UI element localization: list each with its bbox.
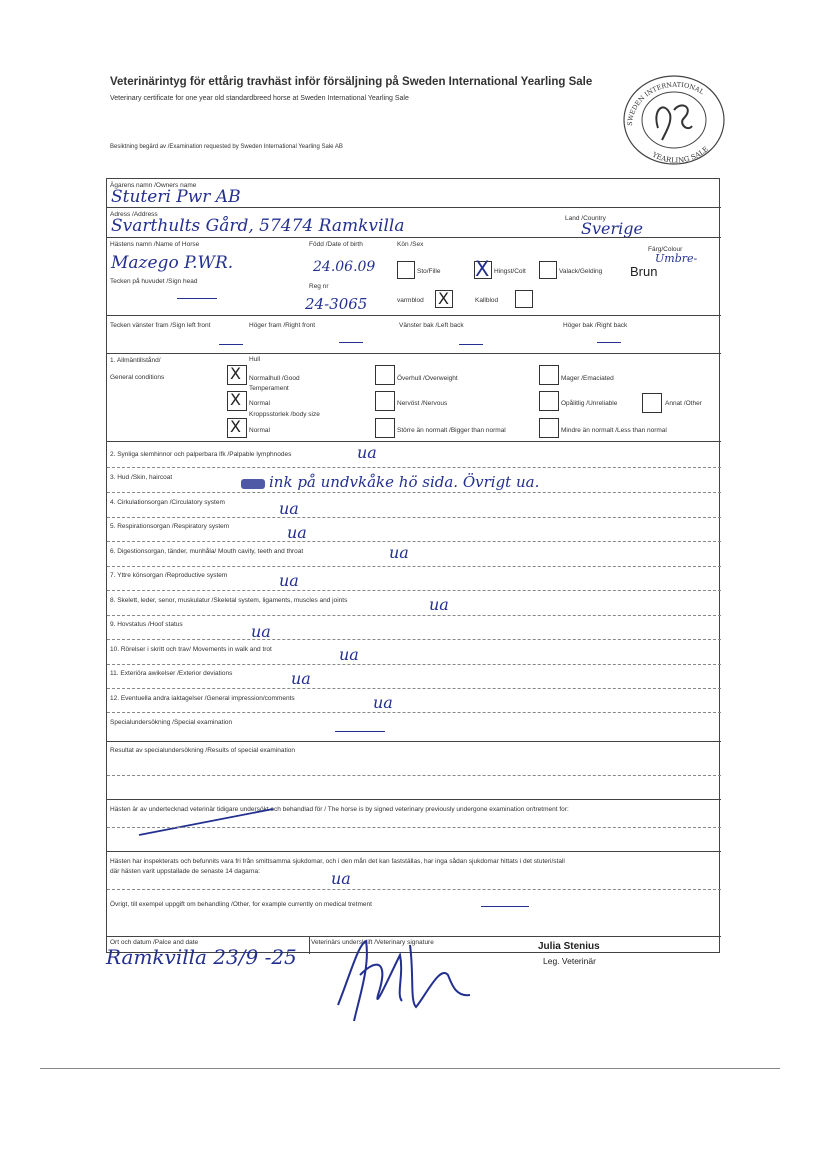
condition-temperament-title: Temperament xyxy=(249,385,289,392)
color-value[interactable]: Brun xyxy=(630,264,658,279)
svg-text:SWEDEN INTERNATIONAL: SWEDEN INTERNATIONAL xyxy=(625,80,706,127)
item-lymphnodes-answer[interactable]: ua xyxy=(357,443,377,462)
item-hoof-answer[interactable]: ua xyxy=(251,622,271,641)
item-movements-label: 10. Rörelser i skritt och trav/ Movements in walk and trot xyxy=(110,646,272,653)
item-reproductive-label: 7. Yttre könsorgan /Reproductive system xyxy=(110,572,228,579)
breed-warmblood-check-mark: X xyxy=(438,289,449,308)
item-exterior-answer[interactable]: ua xyxy=(291,669,311,688)
item-skin-label: 3. Hud /Skin, haircoat xyxy=(110,474,173,481)
sex-gelding-checkbox[interactable] xyxy=(539,261,557,279)
dob-value[interactable]: 24.06.09 xyxy=(313,259,376,275)
vet-signature-label: Veterinärs underskrift /Veterinary signature xyxy=(311,939,434,946)
inspected-text-line2: där hästen varit uppstallade de senaste 14 dagarna: xyxy=(110,868,260,875)
item-skeletal-label: 8. Skelett, leder, senor, muskulatur /Skeletal system, ligaments, muscles and joints xyxy=(110,597,348,604)
item-skin-scribble xyxy=(241,479,265,489)
temperament-unreliable-checkbox[interactable] xyxy=(539,391,559,411)
hull-emaciated-checkbox[interactable] xyxy=(539,365,559,385)
temperament-nervous-label: Nervöst /Nervous xyxy=(397,400,448,407)
temperament-other-label: Annat /Other xyxy=(665,400,702,407)
place-date-value[interactable]: Ramkvilla 23/9 -25 xyxy=(106,945,297,969)
requested-by: Besiktning begärd av /Examination requested by Sweden International Yearling Sale AB xyxy=(110,144,343,150)
yearling-sale-seal-logo xyxy=(612,70,730,170)
leg-left-front-dash xyxy=(219,344,243,345)
certificate-subtitle: Veterinary certificate for one year old standardbreed horse at Sweden International Yearling Sale xyxy=(110,95,409,102)
leg-right-front-label: Höger fram /Right front xyxy=(249,322,316,329)
general-conditions-label-1: 1. Allmäntillstånd/ xyxy=(110,357,161,364)
item-exterior-label: 11. Exteriöra awikelser /Exterior deviations xyxy=(110,670,233,677)
sign-head-label: Tecken på huvudet /Sign head xyxy=(110,278,198,285)
country-value[interactable]: Sverige xyxy=(581,219,643,238)
condition-hull-title: Hull xyxy=(249,356,261,363)
sex-filly-checkbox[interactable] xyxy=(397,261,415,279)
previous-treatment-label: Hästen är av undertecknad veterinär tidigare undersökt och behandlad för / The horse is by signed veterinary previously undergone examination or/tretment for: xyxy=(110,806,569,813)
color-label: Färg/Colour xyxy=(648,246,683,253)
vet-name: Julia Stenius xyxy=(538,941,600,952)
leg-left-back-dash xyxy=(459,344,483,345)
inspected-text-line1: Hästen har inspekterats och befunnits vara fri från smittsamma sjukdomar, och i den mån det kan fastställas, har inga sådan sjukdomar hittats i det stuteri/stall xyxy=(110,858,565,865)
place-date-label: Ort och datum /Palce and date xyxy=(110,939,199,946)
breed-coldblood-checkbox[interactable] xyxy=(515,290,533,308)
sex-colt-label: Hingst/Colt xyxy=(494,268,526,275)
item-skin-answer[interactable]: ink på undvkåke hö sida. Övrigt ua. xyxy=(269,473,540,491)
sex-colt-check-mark: X xyxy=(475,257,490,281)
page-bottom-rule xyxy=(40,1068,780,1069)
item-respiratory-answer[interactable]: ua xyxy=(287,523,307,542)
sex-gelding-label: Valack/Gelding xyxy=(559,268,603,275)
breed-warmblood-label: varmblod xyxy=(397,297,424,304)
item-comments-label: 12. Eventuella andra iaktagelser /General impression/comments xyxy=(110,695,295,702)
body-size-bigger-label: Större än normalt /Bigger than normal xyxy=(397,427,506,434)
hull-good-label: Normalhull /Good xyxy=(249,375,300,382)
body-size-normal-label: Normal xyxy=(249,427,270,434)
sex-filly-label: Sto/Fille xyxy=(417,268,441,275)
inspected-answer[interactable]: ua xyxy=(331,869,351,888)
special-results-label: Resultat av specialundersökning /Results of special examination xyxy=(110,747,295,754)
temperament-normal-check-mark: X xyxy=(230,390,241,409)
leg-left-back-label: Vänster bak /Left back xyxy=(399,322,464,329)
special-exam-dash xyxy=(335,731,385,732)
body-size-smaller-label: Mindre än normalt /Less than normal xyxy=(561,427,667,434)
item-circulatory-answer[interactable]: ua xyxy=(279,499,299,518)
body-size-bigger-checkbox[interactable] xyxy=(375,418,395,438)
color-handwritten-value: Umbre- xyxy=(655,252,698,265)
hull-good-check-mark: X xyxy=(230,364,241,383)
horse-name-value[interactable]: Mazego P.WR. xyxy=(111,253,234,273)
certificate-form xyxy=(106,178,720,953)
item-skeletal-answer[interactable]: ua xyxy=(429,595,449,614)
address-label: Adress /Address xyxy=(110,211,158,218)
breed-coldblood-label: Kallblod xyxy=(475,297,499,304)
leg-right-back-dash xyxy=(597,342,621,343)
item-circulatory-label: 4. Cirkulationsorgan /Circulatory system xyxy=(110,499,225,506)
sign-head-dash xyxy=(177,298,217,299)
condition-body-size-title: Kroppsstorlek /body size xyxy=(249,411,320,418)
item-respiratory-label: 5. Respirationsorgan /Respiratory system xyxy=(110,523,230,530)
temperament-nervous-checkbox[interactable] xyxy=(375,391,395,411)
dob-label: Född /Date of birth xyxy=(309,241,363,248)
owner-label: Ägarens namn /Owners name xyxy=(110,182,197,189)
body-size-smaller-checkbox[interactable] xyxy=(539,418,559,438)
svg-text:YEARLING SALE: YEARLING SALE xyxy=(650,145,711,165)
hull-overweight-checkbox[interactable] xyxy=(375,365,395,385)
leg-right-front-dash xyxy=(339,342,363,343)
temperament-other-checkbox[interactable] xyxy=(642,393,662,413)
item-hoof-label: 9. Hovstatus /Hoof status xyxy=(110,621,183,628)
leg-right-back-label: Höger bak /Right back xyxy=(563,322,628,329)
item-lymphnodes-label: 2. Synliga slemhinnor och palperbara lfk /Palpable lymphnodes xyxy=(110,451,292,458)
hull-emaciated-label: Mager /Emaciated xyxy=(561,375,614,382)
general-conditions-label-2: General conditions xyxy=(110,374,165,381)
item-digestive-answer[interactable]: ua xyxy=(389,543,409,562)
owner-value[interactable]: Stuteri Pwr AB xyxy=(111,187,241,207)
special-exam-label: Specialundersökning /Special examination xyxy=(110,719,233,726)
item-reproductive-answer[interactable]: ua xyxy=(279,571,299,590)
vet-title: Leg. Veterinär xyxy=(543,956,596,966)
sex-label: Kön /Sex xyxy=(397,241,424,248)
certificate-title: Veterinärintyg för ettårig travhäst inför försäljning på Sweden International Yearling Sale xyxy=(110,76,593,88)
previous-treatment-strike xyxy=(137,807,277,837)
country-label: Land /Country xyxy=(565,215,606,222)
address-value[interactable]: Svarthults Gård, 57474 Ramkvilla xyxy=(111,216,405,236)
temperament-unreliable-label: Opålitlig /Unreliable xyxy=(561,400,618,407)
other-dash xyxy=(481,906,529,907)
other-label: Övrigt, till exempel uppgift om behandling /Other, for example currently on medical tretment xyxy=(110,901,372,908)
leg-left-front-label: Tecken vänster fram /Sign left front xyxy=(110,322,211,329)
item-movements-answer[interactable]: ua xyxy=(339,645,359,664)
temperament-normal-label: Normal xyxy=(249,400,270,407)
horse-name-label: Hästens namn /Name of Horse xyxy=(110,241,200,248)
item-comments-answer[interactable]: ua xyxy=(373,693,393,712)
item-digestive-label: 6. Digestionsorgan, tänder, munhåla/ Mouth cavity, teeth and throat xyxy=(110,548,304,555)
body-size-normal-check-mark: X xyxy=(230,417,241,436)
hull-overweight-label: Överhull /Overweight xyxy=(397,375,458,382)
vet-signature-scribble xyxy=(330,935,490,1025)
reg-value[interactable]: 24-3065 xyxy=(305,295,368,313)
reg-label: Reg nr xyxy=(309,283,329,290)
